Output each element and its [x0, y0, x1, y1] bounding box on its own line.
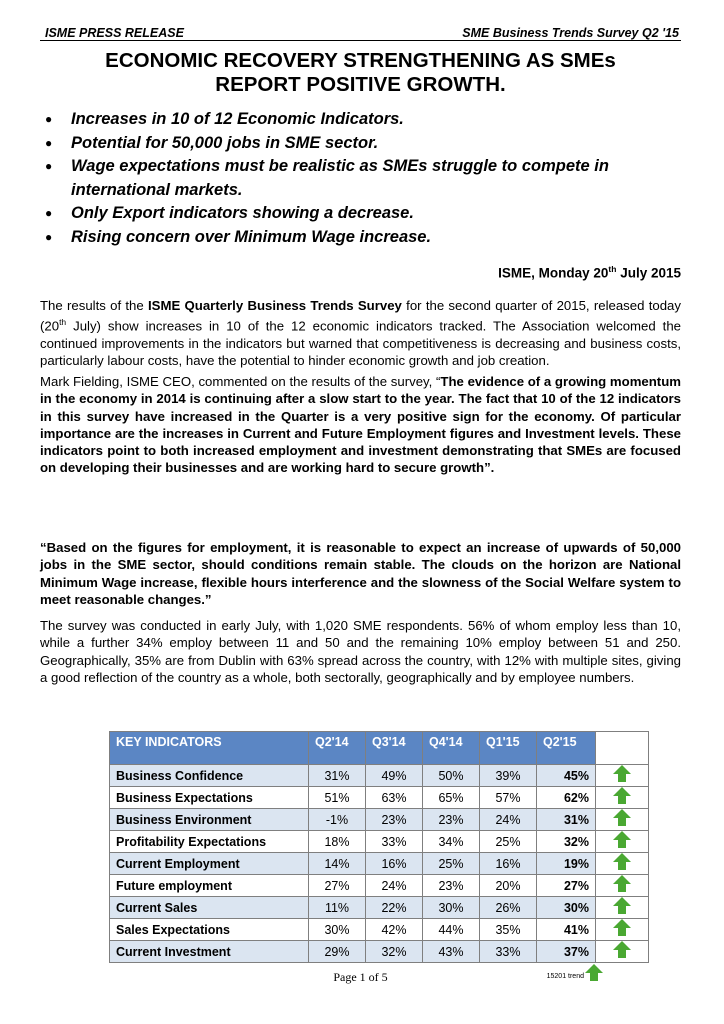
column-header: Q1'15	[480, 732, 537, 765]
indicator-value: 34%	[423, 831, 480, 853]
indicator-value: 20%	[480, 875, 537, 897]
trend-column-header	[596, 732, 649, 765]
indicator-value: 32%	[366, 941, 423, 963]
indicator-value: 51%	[309, 787, 366, 809]
indicator-value: 29%	[309, 941, 366, 963]
up-arrow-icon	[613, 897, 631, 915]
indicator-value: 33%	[480, 941, 537, 963]
indicator-name: Business Expectations	[110, 787, 309, 809]
indicator-value: 26%	[480, 897, 537, 919]
bullet-icon: ●	[45, 135, 53, 150]
indicator-value: 31%	[537, 809, 596, 831]
table-row	[110, 875, 649, 897]
bullet-icon: ●	[45, 112, 53, 126]
indicator-value: 11%	[309, 897, 366, 919]
indicator-value: 30%	[537, 897, 596, 919]
table-row	[110, 941, 649, 963]
headline-line-1: ECONOMIC RECOVERY STRENGTHENING AS SMEs	[105, 49, 616, 72]
up-arrow-icon	[613, 765, 631, 783]
table-row	[110, 919, 649, 941]
up-arrow-icon	[613, 787, 631, 805]
bullet-icon: ●	[45, 206, 53, 220]
indicator-name: Current Sales	[110, 897, 309, 919]
indicator-name: Sales Expectations	[110, 919, 309, 941]
document-code: 15201 trend	[546, 973, 584, 980]
trend-cell	[596, 809, 649, 831]
up-arrow-icon	[613, 875, 631, 893]
indicator-value: 30%	[309, 919, 366, 941]
indicator-value: 44%	[423, 919, 480, 941]
indicator-value: -1%	[309, 809, 366, 831]
indicator-value: 23%	[423, 809, 480, 831]
bullet-icon: ●	[45, 159, 53, 173]
paragraph-methodology: The survey was conducted in early July, with 1,020 SME respondents. 56% of whom employ less than 10, while a further 34% employ between 11 and 50 and the remaining 10% employ between 51 and 250. Geographically, 35% are from Dublin with 63% spread across the country, with 12% with multiple sites, giving a good reflection of the country as a whole, both sectorally, geographically and by employee numbers.	[40, 618, 681, 685]
table-row	[110, 897, 649, 919]
indicator-value: 27%	[537, 875, 596, 897]
key-point: ● Wage expectations must be realistic as SMEs struggle to compete in international markets.	[45, 157, 609, 199]
indicator-name: Business Confidence	[110, 765, 309, 787]
indicator-name: Current Employment	[110, 853, 309, 875]
table-row	[110, 831, 649, 853]
column-header: KEY INDICATORS	[110, 732, 309, 765]
indicator-value: 65%	[423, 787, 480, 809]
table-row	[110, 809, 649, 831]
trend-cell	[596, 875, 649, 897]
key-indicators-table	[109, 731, 649, 963]
indicator-value: 23%	[423, 875, 480, 897]
page-number: Page 1 of 5	[333, 970, 388, 984]
bullet-icon: ●	[45, 229, 53, 244]
indicator-value: 23%	[366, 809, 423, 831]
paragraph-intro: The results of the ISME Quarterly Business Trends Survey for the second quarter of 2015, released today (20th July) show increases in 10 of the 12 economic indicators tracked. The Association welcomed the continued improvements in the indicators but warned that competitiveness is decreasing and business costs, particularly labour costs, have the potential to hinder economic growth and job creation.	[40, 298, 681, 369]
trend-cell	[596, 787, 649, 809]
indicator-value: 45%	[537, 765, 596, 787]
trend-cell	[596, 831, 649, 853]
indicator-value: 18%	[309, 831, 366, 853]
paragraph-ceo-quote: Mark Fielding, ISME CEO, commented on the results of the survey, “The evidence of a growing momentum in the economy in 2014 is continuing after a slow start to the year. The fact that 10 of the 12 indicators in this survey have increased in the Quarter is a very positive sign for the economy. Of particular importance are the increases in Current and Future Employment figures and Investment levels. These indicators point to both increased employment and investment demonstrating that SMEs are focused on developing their businesses and are working hard to secure growth”.	[40, 374, 681, 476]
indicator-value: 57%	[480, 787, 537, 809]
page-footer	[40, 970, 681, 986]
indicator-value: 49%	[366, 765, 423, 787]
column-header: Q4'14	[423, 732, 480, 765]
indicator-value: 33%	[366, 831, 423, 853]
indicator-value: 35%	[480, 919, 537, 941]
key-points-list	[40, 108, 700, 249]
indicator-value: 27%	[309, 875, 366, 897]
key-point: ● Potential for 50,000 jobs in SME sector.	[40, 132, 700, 156]
indicator-value: 22%	[366, 897, 423, 919]
indicator-value: 41%	[537, 919, 596, 941]
trend-cell	[596, 853, 649, 875]
indicator-value: 30%	[423, 897, 480, 919]
indicator-value: 25%	[423, 853, 480, 875]
key-point: ● Increases in 10 of 12 Economic Indicators.	[40, 108, 700, 132]
headline-line-2: REPORT POSITIVE GROWTH.	[215, 73, 506, 96]
column-header: Q2'14	[309, 732, 366, 765]
up-arrow-icon	[613, 853, 631, 871]
column-header: Q2'15	[537, 732, 596, 765]
indicator-name: Current Investment	[110, 941, 309, 963]
up-arrow-icon	[585, 964, 603, 987]
indicator-value: 19%	[537, 853, 596, 875]
indicator-value: 39%	[480, 765, 537, 787]
trend-cell	[596, 765, 649, 787]
up-arrow-icon	[613, 809, 631, 827]
indicator-value: 16%	[366, 853, 423, 875]
up-arrow-icon	[613, 941, 631, 959]
indicator-value: 32%	[537, 831, 596, 853]
table-header-row	[110, 732, 649, 765]
indicator-value: 43%	[423, 941, 480, 963]
indicator-value: 37%	[537, 941, 596, 963]
indicator-value: 24%	[366, 875, 423, 897]
header-left: ISME PRESS RELEASE	[45, 26, 184, 40]
indicator-value: 25%	[480, 831, 537, 853]
dateline: ISME, Monday 20th July 2015	[498, 264, 681, 281]
column-header: Q3'14	[366, 732, 423, 765]
page-header	[40, 26, 681, 40]
indicator-value: 31%	[309, 765, 366, 787]
trend-cell	[596, 941, 649, 963]
up-arrow-icon	[613, 919, 631, 937]
indicator-value: 62%	[537, 787, 596, 809]
indicator-value: 14%	[309, 853, 366, 875]
header-rule	[40, 40, 681, 41]
indicator-name: Business Environment	[110, 809, 309, 831]
headline	[40, 49, 681, 97]
table-body	[110, 765, 649, 963]
indicator-value: 24%	[480, 809, 537, 831]
key-point: ● Rising concern over Minimum Wage increase.	[40, 226, 700, 250]
up-arrow-icon	[613, 831, 631, 849]
table-row	[110, 853, 649, 875]
table-row	[110, 765, 649, 787]
key-point: ● Only Export indicators showing a decrease.	[40, 202, 700, 226]
table-row	[110, 787, 649, 809]
indicator-name: Future employment	[110, 875, 309, 897]
indicator-name: Profitability Expectations	[110, 831, 309, 853]
paragraph-employment-quote: “Based on the figures for employment, it is reasonable to expect an increase of upwards of 50,000 jobs in the SME sector, should conditions remain stable. The clouds on the horizon are National Minimum Wage increase, flexible hours interference and the slowness of the Social Welfare system to meet reasonable changes.”	[40, 540, 681, 607]
trend-cell	[596, 897, 649, 919]
indicator-value: 42%	[366, 919, 423, 941]
header-right: SME Business Trends Survey Q2 '15	[462, 26, 679, 40]
trend-cell	[596, 919, 649, 941]
indicator-value: 16%	[480, 853, 537, 875]
indicator-value: 50%	[423, 765, 480, 787]
indicator-value: 63%	[366, 787, 423, 809]
